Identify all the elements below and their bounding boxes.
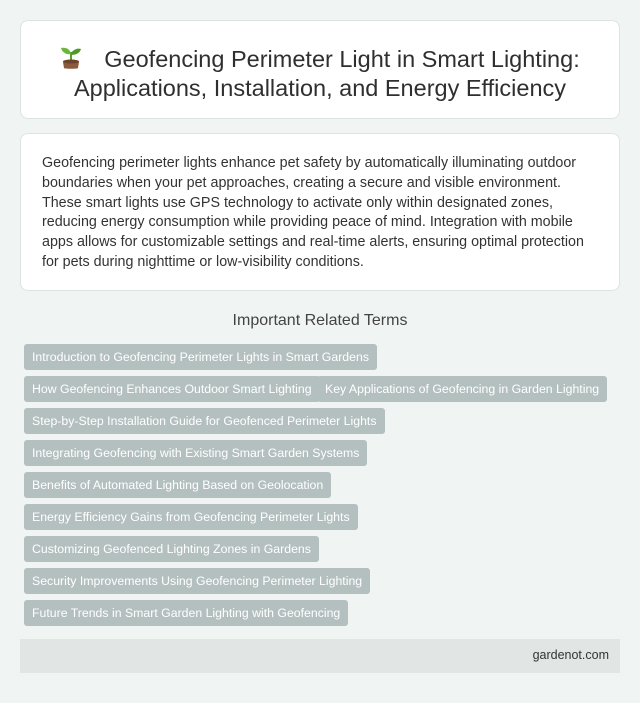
related-term-link[interactable]: Introduction to Geofencing Perimeter Lights in Smart Gardens — [24, 344, 377, 370]
related-term-link[interactable]: Future Trends in Smart Garden Lighting with Geofencing — [24, 600, 348, 626]
related-term-link[interactable]: Benefits of Automated Lighting Based on Geolocation — [24, 472, 331, 498]
page-title — [21, 45, 619, 103]
related-term-link[interactable]: Key Applications of Geofencing in Garden Lighting — [317, 376, 607, 402]
related-term-link[interactable]: Security Improvements Using Geofencing Perimeter Lighting — [24, 568, 370, 594]
related-term-link[interactable]: Step-by-Step Installation Guide for Geofenced Perimeter Lights — [24, 408, 385, 434]
description-card — [20, 133, 620, 291]
description-text: Geofencing perimeter lights enhance pet safety by automatically illuminating outdoor boundaries when your pet approaches, creating a secure and visible environment. These smart lights use GPS technology to activate only within designated zones, reducing energy consumption while providing peace of mind. Integration with mobile apps allows for customizable settings and real-time alerts, ensuring optimal protection for pets during nighttime or low-visibility conditions. — [42, 155, 584, 270]
title-card — [20, 20, 620, 119]
related-term-link[interactable]: Energy Efficiency Gains from Geofencing Perimeter Lights — [24, 504, 358, 530]
seedling-icon — [60, 46, 82, 70]
footer-site-link[interactable]: gardenot.com — [532, 648, 609, 662]
related-term-link[interactable]: Integrating Geofencing with Existing Smart Garden Systems — [24, 440, 367, 466]
related-term-link[interactable]: Customizing Geofenced Lighting Zones in Gardens — [24, 536, 319, 562]
page-title-text: Geofencing Perimeter Light in Smart Lighting: Applications, Installation, and Energy Efficiency — [73, 46, 580, 101]
footer — [20, 639, 620, 673]
related-terms-heading: Important Related Terms — [232, 312, 408, 329]
related-term-link[interactable]: How Geofencing Enhances Outdoor Smart Lighting — [24, 376, 320, 402]
